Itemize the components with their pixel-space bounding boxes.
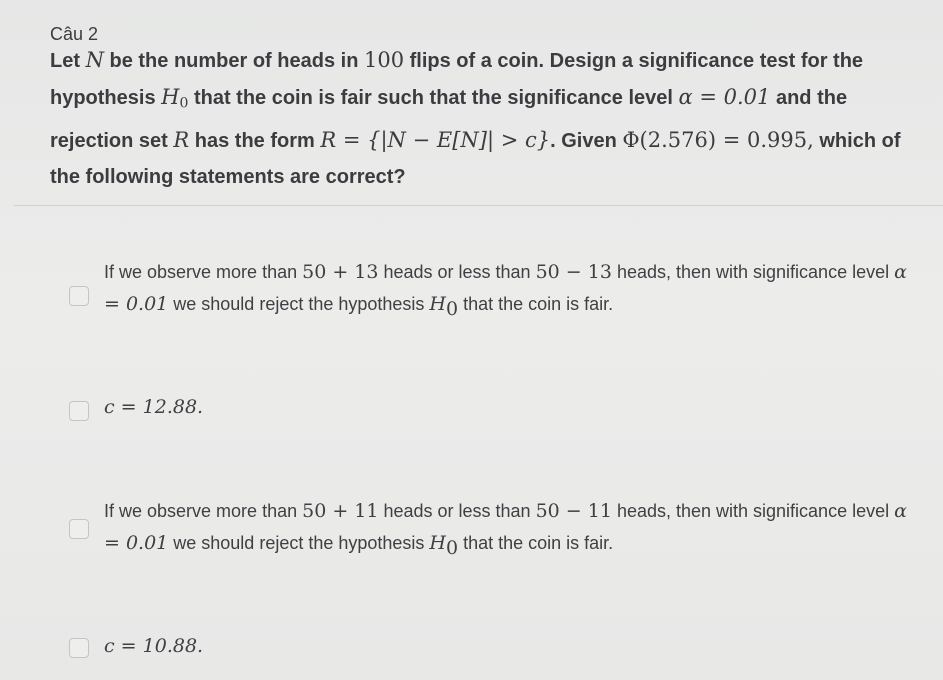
answer-options (14, 206, 943, 680)
question-stem: Let N be the number of heads in 100 flips of a coin. Design a significance test for the hypothesis $H_0$ that the coin is fair such that the significance level α = 0.01 and the rejection set R has the form R = {|N − E[N]| > c}. Given Φ(2.576) = 0.995, which of the following statements are correct? (50, 48, 901, 188)
option-2-checkbox[interactable] (69, 401, 89, 421)
option-1-checkbox[interactable] (69, 286, 89, 306)
question-number: Câu 2 (50, 24, 99, 44)
option-4-checkbox[interactable] (69, 638, 89, 658)
option-1-text: If we observe more than 50 + 13 heads or less than 50 − 13 heads, then with significance level α = 0.01 we should reject the hypothesis H0 that the coin is fair. (104, 261, 907, 320)
option-2-text: c = 12.88. (104, 396, 204, 418)
option-3-text: If we observe more than 50 + 11 heads or less than 50 − 11 heads, then with significance level α = 0.01 we should reject the hypothesis H0 that the coin is fair. (104, 500, 907, 559)
option-4-text: c = 10.88. (104, 635, 204, 657)
option-3-checkbox[interactable] (69, 519, 89, 539)
